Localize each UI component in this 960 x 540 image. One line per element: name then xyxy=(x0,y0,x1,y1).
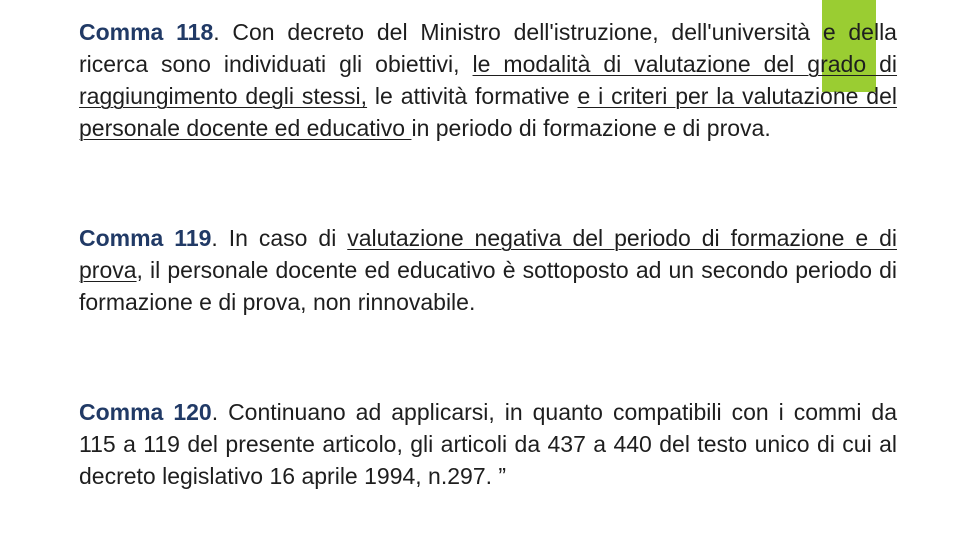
comma-120-text-1: . Continuano ad applicarsi, in quanto compatibili con i commi da 115 a 119 del presente articolo, gli articoli da 437 a 440 del testo unico di cui al decreto legislativo 16 aprile 1994, n.297. ” xyxy=(79,399,897,489)
comma-119-text-2: , il personale docente ed educativo è sottoposto ad un secondo periodo di formazione e di prova, non rinnovabile. xyxy=(79,257,897,315)
comma-118-text-2: le attività formative xyxy=(367,83,578,109)
comma-118-underlined-2: e i criteri per la valutazione del personale docente ed educativo xyxy=(79,83,897,141)
comma-118-text-1: . Con decreto del Ministro dell'istruzione, dell'università e della ricerca sono individuati gli obiettivi, xyxy=(79,19,897,77)
comma-118-underlined-1: le modalità di valutazione del grado di raggiungimento degli stessi, xyxy=(79,51,898,109)
comma-119-label: Comma 119 xyxy=(79,225,212,251)
comma-119-paragraph xyxy=(79,222,897,318)
comma-120-label: Comma 120 xyxy=(79,399,212,425)
comma-119-text-1: . In caso di xyxy=(211,225,348,251)
comma-120-paragraph xyxy=(79,396,897,492)
comma-118-paragraph xyxy=(79,16,897,144)
comma-118-text-3: in periodo di formazione e di prova. xyxy=(411,115,771,141)
comma-119-underlined-1: valutazione negativa del periodo di formazione e di prova xyxy=(79,225,897,283)
comma-118-label: Comma 118 xyxy=(79,19,214,45)
